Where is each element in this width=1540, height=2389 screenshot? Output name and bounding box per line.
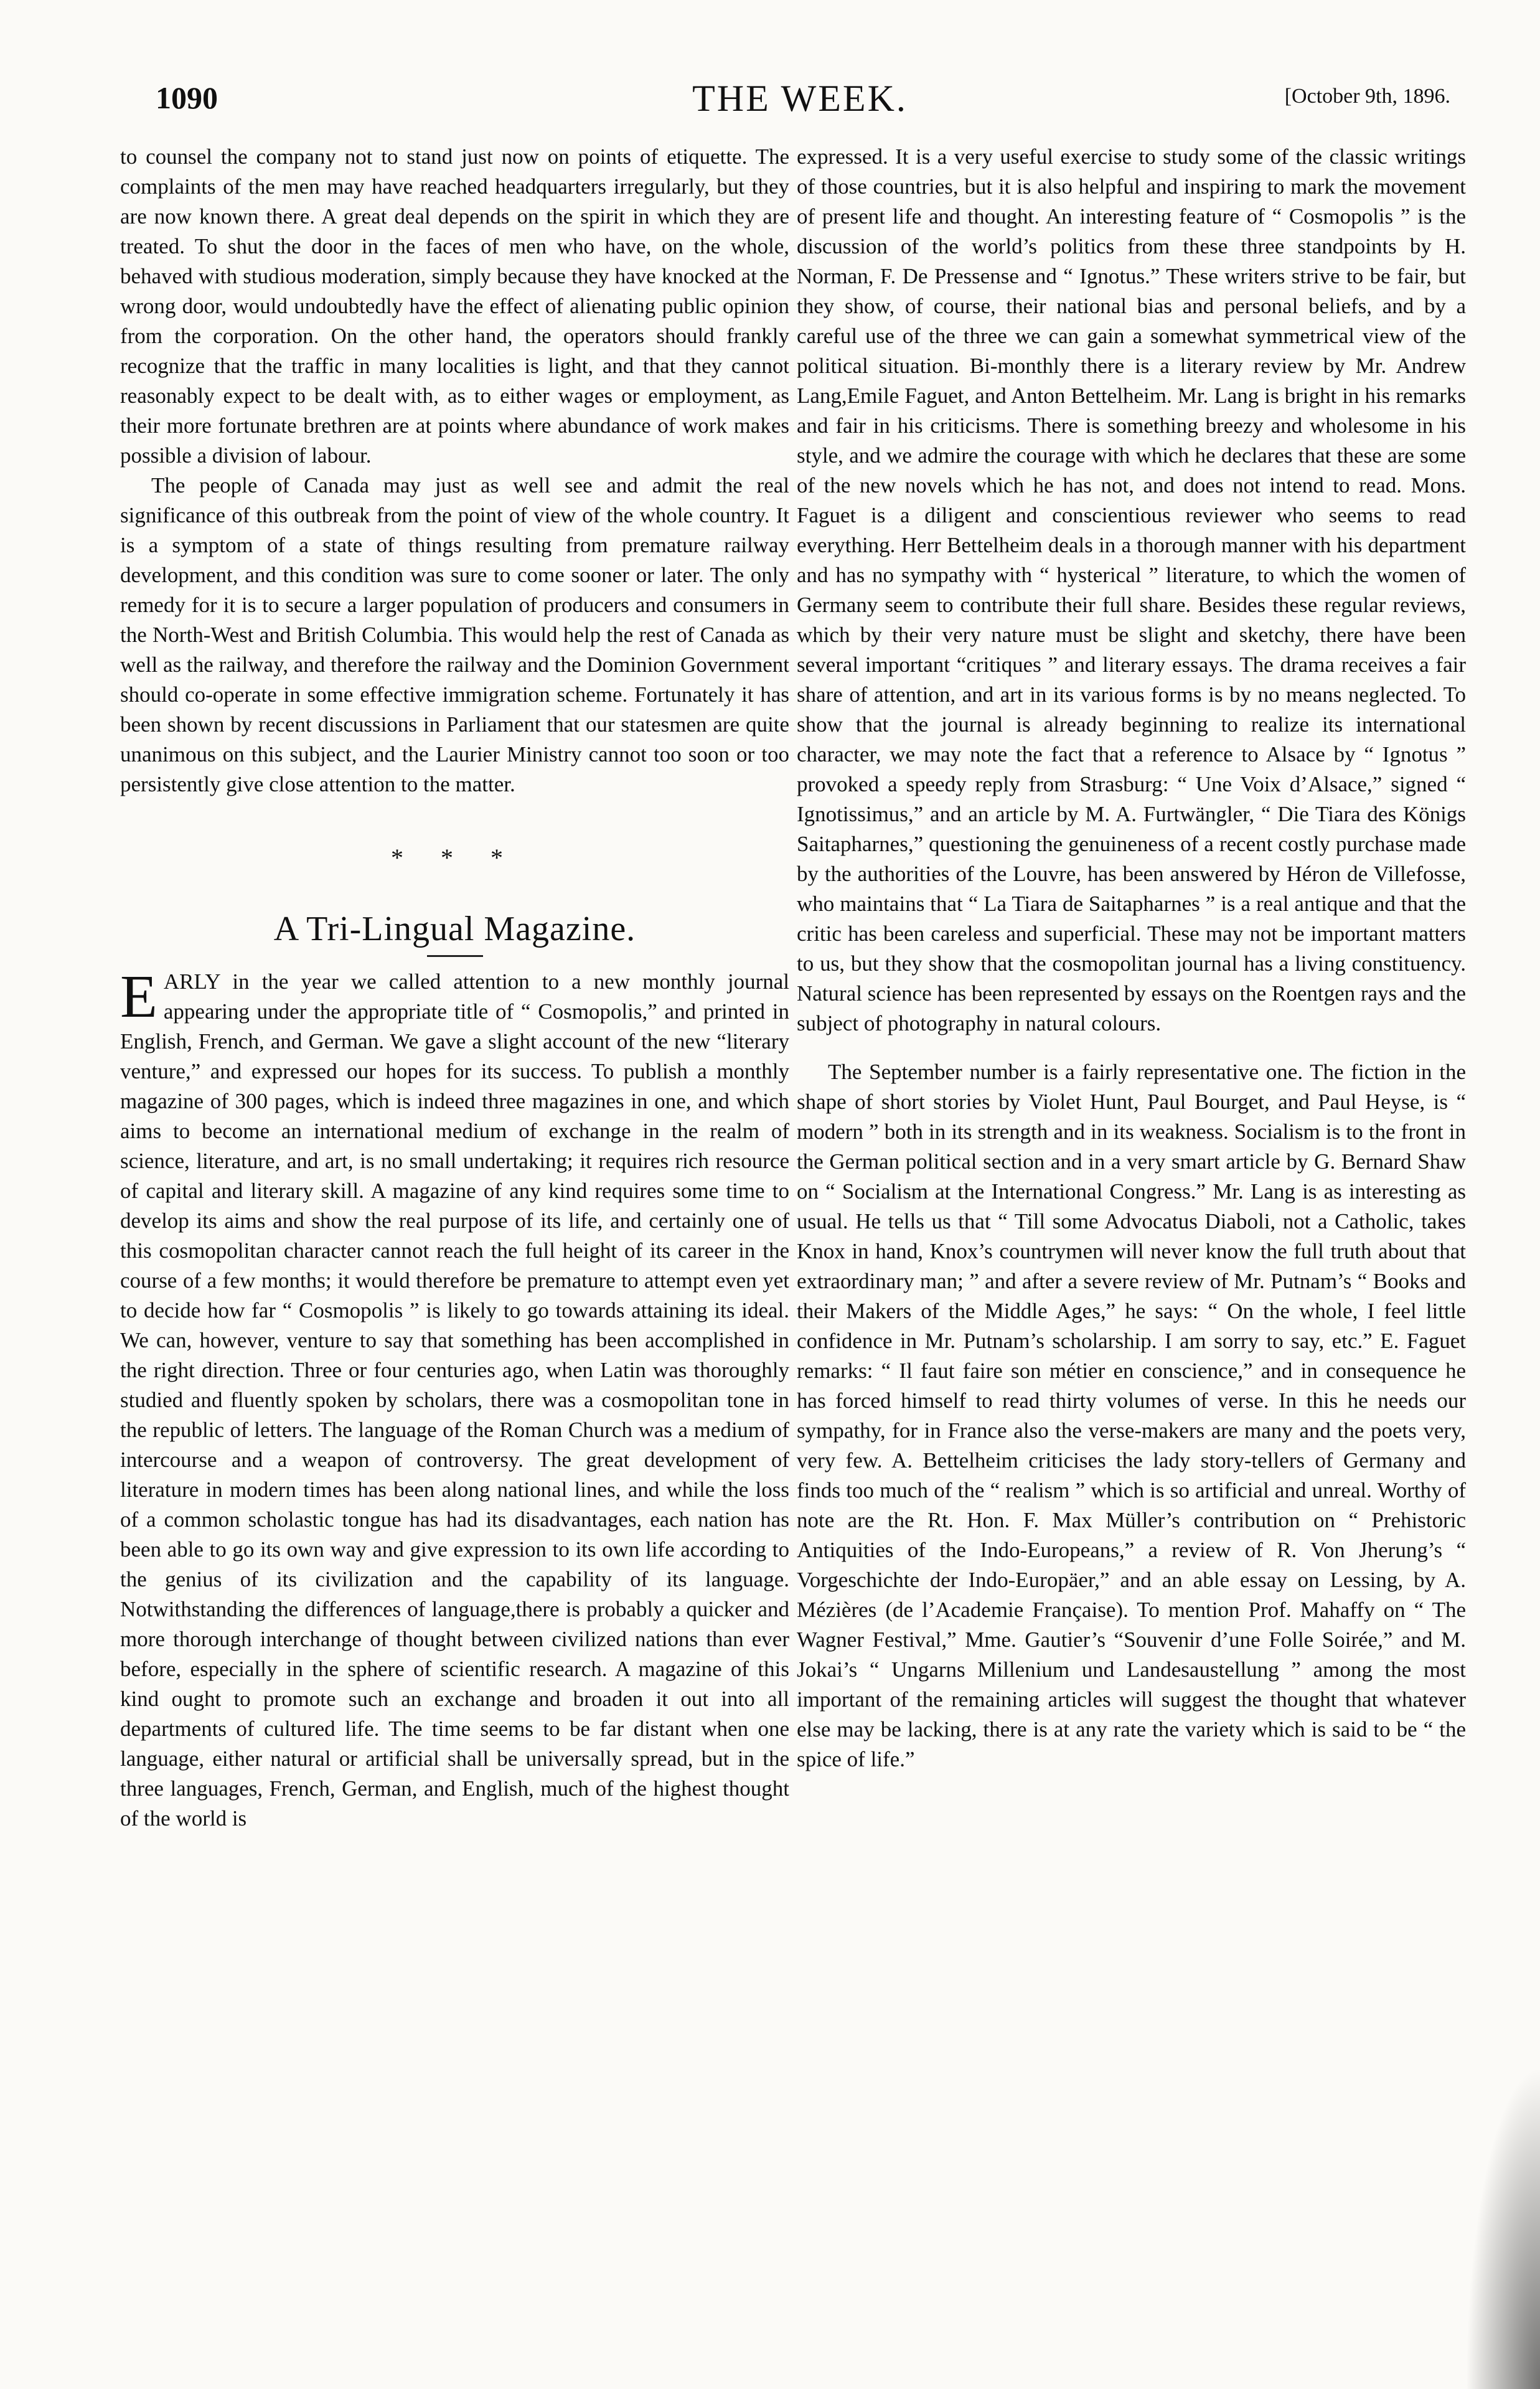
- paragraph: to counsel the company not to stand just now on points of etiquette. The complaints of the men may have reached headquarters irregularly, but they are now known there. A great deal depends on the spirit in which they are treated. To shut the door in the faces of men who have, on the whole, behaved with studious moderation, simply because they have knocked at the wrong door, would undoubtedly have the effect of alienating public opinion from the corporation. On the other hand, the operators should frankly recognize that the traffic in many localities is light, and that they cannot reasonably expect to be dealt with, as to either wages or employment, as their more fortunate brethren are at points where abundance of work makes possible a division of labour.: [120, 144, 789, 468]
- paragraph: The September number is a fairly representative one. The fiction in the shape of short stories by Violet Hunt, Paul Bourget, and Paul Heyse, is “ modern ” both in its strength and in its weakness. Socialism is to the front in the German political section and in a very smart article by G. Bernard Shaw on “ Socialism at the International Congress.” Mr. Lang is as interesting as usual. He tells us that “ Till some Advocatus Diaboli, not a Catholic, takes Knox in hand, Knox’s countrymen will never know the full truth about that extraordinary man; ” and after a severe review of Mr. Putnam’s “ Books and their Makers of the Middle Ages,” he says: “ On the whole, I feel little confidence in Mr. Putnam’s scholarship. I am sorry to say, etc.” E. Faguet remarks: “ Il faut faire son métier en conscience,” and in consequence he has forced himself to read thirty volumes of verse. In this he needs our sympathy, for in France also the verse-makers are many and the poets very, very few. A. Bettelheim criticises the lady story-tellers of Germany and finds too much of the “ realism ” which is so artificial and unreal. Worthy of note are the Rt. Hon. F. Max Müller’s contribution on “ Prehistoric Antiquities of the Indo-Europeans,” a review of R. Von Jherung’s “ Vorgeschichte der Indo-Europäer,” and an able essay on Lessing, by A. Mézières (de l’Academie Française). To mention Prof. Mahaffy on “ The Wagner Festival,” Mme. Gautier’s “Souvenir d’une Folle Soirée,” and M. Jokai’s “ Ungarns Millenium und Landesaustellung ” among the most important of the remaining articles will suggest the thought that whatever else may be lacking, there is at any rate the variety which is said to be “ the spice of life.”: [797, 1060, 1466, 1771]
- paragraph-gap: [797, 1039, 1466, 1057]
- paragraph: expressed. It is a very useful exercise to study some of the classic writings of those countries, but it is also helpful and inspiring to mark the movement of present life and thought. An interesting feature of “ Cosmopolis ” is the discussion of the world’s politics from these three standpoints by H. Norman, F. De Pressense and “ Ignotus.” These writers strive to be fair, but they show, of course, their national bias and personal beliefs, and by a careful use of the three we can gain a somewhat symmetrical view of the political situation. Bi-monthly there is a literary review by Mr. Andrew Lang,Emile Faguet, and Anton Bettelheim. Mr. Lang is bright in his remarks and fair in his criticisms. There is something breezy and wholesome in his style, and we admire the courage with which he declares that these are some of the new novels which he has not, and does not intend to read. Mons. Faguet is a diligent and conscientious reviewer who seems to read everything. Herr Bettelheim deals in a thorough manner with his department and has no sympathy with “ hysterical ” literature, to which the women of Germany seem to contribute their full share. Besides these regular reviews, which by their very nature must be slight and sketchy, there have been several important “critiques ” and literary essays. The drama receives a fair share of attention, and art in its various forms is by no means neglected. To show that the journal is already beginning to realize its international character, we may note the fact that a reference to Alsace by “ Ignotus ” provoked a speedy reply from Strasburg: “ Une Voix d’Alsace,” signed “ Ignotissimus,” and an article by M. A. Furtwängler, “ Die Tiara des Königs Saitapharnes,” questioning the genuineness of a recent costly purchase made by the authorities of the Louvre, has been answered by Héron de Villefosse, who maintains that “ La Tiara de Saitapharnes ” is a real antique and that the critic has been careless and superficial. These may not be important matters to us, but they show that the cosmopolitan journal has a living constituency. Natural science has been represented by essays on the Roentgen rays and the subject of photography in natural colours.: [797, 144, 1466, 1035]
- title-rule: [427, 955, 483, 957]
- article-opening-paragraph: [120, 963, 789, 1834]
- page-number: 1090: [156, 80, 218, 115]
- right-column: [797, 142, 1466, 1774]
- issue-date: [October 9th, 1896.: [1284, 85, 1450, 108]
- drop-cap: E: [120, 963, 157, 1030]
- section-title: A Tri-Lingual Magazine.: [273, 910, 636, 948]
- page-header: [149, 73, 1450, 123]
- scan-edge-shadow: [1465, 2065, 1540, 2389]
- left-column: [120, 142, 789, 1834]
- journal-title: THE WEEK.: [692, 78, 908, 119]
- paragraph-text: ARLY in the year we called attention to a new monthly journal appearing under the appropriate title of “ Cosmopolis,” and printed in English, French, and German. We gave a slight account of the new “literary venture,” and expressed our hopes for its success. To publish a monthly magazine of 300 pages, which is indeed three magazines in one, and which aims to become an international medium of exchange in the realm of science, literature, and art, is no small undertaking; it requires rich resource of capital and literary skill. A magazine of any kind requires some time to develop its aims and show the real purpose of its life, and certainly one of this cosmopolitan character cannot reach the full height of its career in the course of a few months; it would therefore be premature to attempt even yet to decide how far “ Cosmopolis ” is likely to go towards attaining its ideal. We can, however, venture to say that something has been accomplished in the right direction. Three or four centuries ago, when Latin was thoroughly studied and fluently spoken by scholars, there was a cosmopolitan tone in the republic of letters. The language of the Roman Church was a medium of intercourse and a weapon of controversy. The great development of literature in modern times has been along national lines, and while the loss of a common scholastic tongue has had its disadvantages, each nation has been able to go its own way and give expression to its own life according to the genius of its civilization and the capability of its language. Notwithstanding the differences of language,there is probably a quicker and more thorough interchange of thought between civilized nations than ever before, especially in the sphere of scientific research. A magazine of this kind ought to promote such an exchange and broaden it out into all departments of cultured life. The time seems to be far distant when one language, either natural or artificial shall be universally spread, but in the three languages, French, German, and English, much of the highest thought of the world is: [120, 969, 789, 1831]
- section-separator: * * *: [391, 844, 519, 872]
- paragraph: The people of Canada may just as well see and admit the real significance of this outbreak from the point of view of the whole country. It is a symptom of a state of things resulting from premature railway development, and this condition was sure to come sooner or later. The only remedy for it is to secure a larger population of producers and consumers in the North-West and British Columbia. This would help the rest of Canada as well as the railway, and therefore the railway and the Dominion Government should co-operate in some effective immigration scheme. Fortunately it has been shown by recent discussions in Parliament that our statesmen are quite unanimous on this subject, and the Laurier Ministry cannot too soon or too persistently give close attention to the matter.: [120, 473, 789, 796]
